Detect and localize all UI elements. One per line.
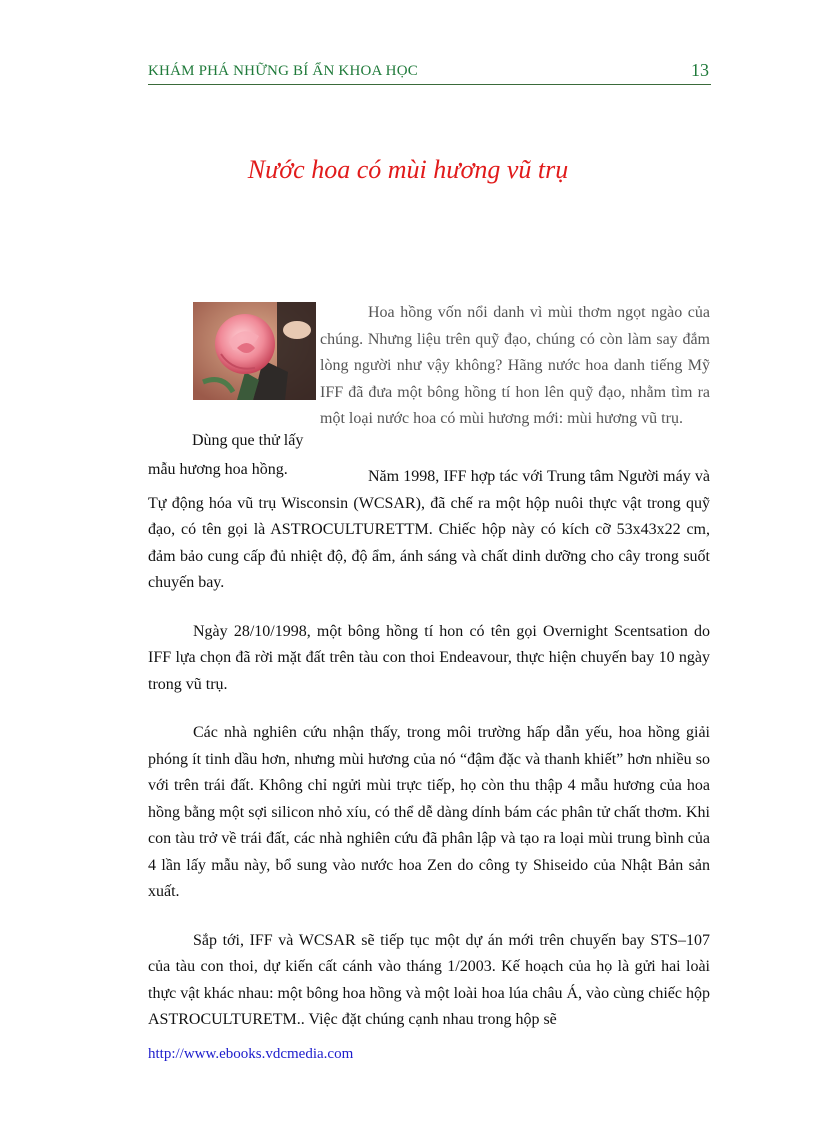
rose-photo [193, 302, 316, 400]
paragraph-3: Các nhà nghiên cứu nhận thấy, trong môi trường hấp dẫn yếu, hoa hồng giải phóng ít tinh dầu hơn, nhưng mùi hương của nó “đậm đặc và thanh khiết” hơn nhiều so với trên trái đất. Không chỉ ngửi mùi trực tiếp, họ còn thu thập 4 mẫu hương của hoa hồng bằng một sợi silicon nhỏ xíu, có thể dễ dàng dính bám các phân tử chất thơm. Khi con tàu trở về trái đất, các nhà nghiên cứu đã phân lập và tạo ra loại mùi trung bình của 4 lần lấy mẫu này, bổ sung vào nước hoa Zen do công ty Shiseido của Nhật Bản sản xuất. [148, 724, 710, 900]
footer-url-link[interactable]: http://www.ebooks.vdcmedia.com [148, 1046, 354, 1062]
intro-paragraph [320, 300, 710, 433]
page-header [148, 62, 711, 85]
caption-line-1: Dùng que thử lấy [192, 432, 304, 449]
paragraph-1 [148, 464, 710, 597]
book-title: KHÁM PHÁ NHỮNG BÍ ẨN KHOA HỌC [148, 63, 418, 79]
article-title: Nước hoa có mùi hương vũ trụ [247, 155, 569, 184]
paragraph-2: Ngày 28/10/1998, một bông hồng tí hon có tên gọi Overnight Scentsation do IFF lựa chọn đã rời mặt đất trên tàu con thoi Endeavour, thực hiện chuyến bay 10 ngày trong vũ trụ. [148, 622, 710, 693]
page-number: 13 [691, 60, 709, 80]
intro-text: Hoa hồng vốn nổi danh vì mùi thơm ngọt ngào của chúng. Nhưng liệu trên quỹ đạo, chúng có còn làm say đắm lòng người như vậy không? Hãng nước hoa danh tiếng Mỹ IFF đã đưa một bông hồng tí hon lên quỹ đạo, nhằm tìm ra một loại nước hoa có mùi hương mới: mùi hương vũ trụ. [320, 304, 710, 427]
caption-line-2: mẫu hương hoa hồng. [148, 461, 288, 478]
article-body [148, 464, 710, 1056]
paragraph-4: Sắp tới, IFF và WCSAR sẽ tiếp tục một dự án mới trên chuyến bay STS–107 của tàu con thoi, dự kiến cất cánh vào tháng 1/2003. Kế hoạch của họ là gửi hai loài thực vật khác nhau: một bông hoa hồng và một loài hoa lúa châu Á, vào cùng chiếc hộp ASTROCULTURETM.. Việc đặt chúng cạnh nhau trong hộp sẽ [148, 931, 710, 1028]
paragraph-1-text: Năm 1998, IFF hợp tác với Trung tâm Người máy và Tự động hóa vũ trụ Wisconsin (WCSAR), đã chế ra một hộp nuôi thực vật trong quỹ đạo, có tên gọi là ASTROCULTURETTM. Chiếc hộp này có kích cỡ 53x43x22 cm, đảm bảo cung cấp đủ nhiệt độ, độ ẩm, ánh sáng và chất dinh dưỡng cho cây trong suốt chuyến bay. [148, 468, 710, 591]
